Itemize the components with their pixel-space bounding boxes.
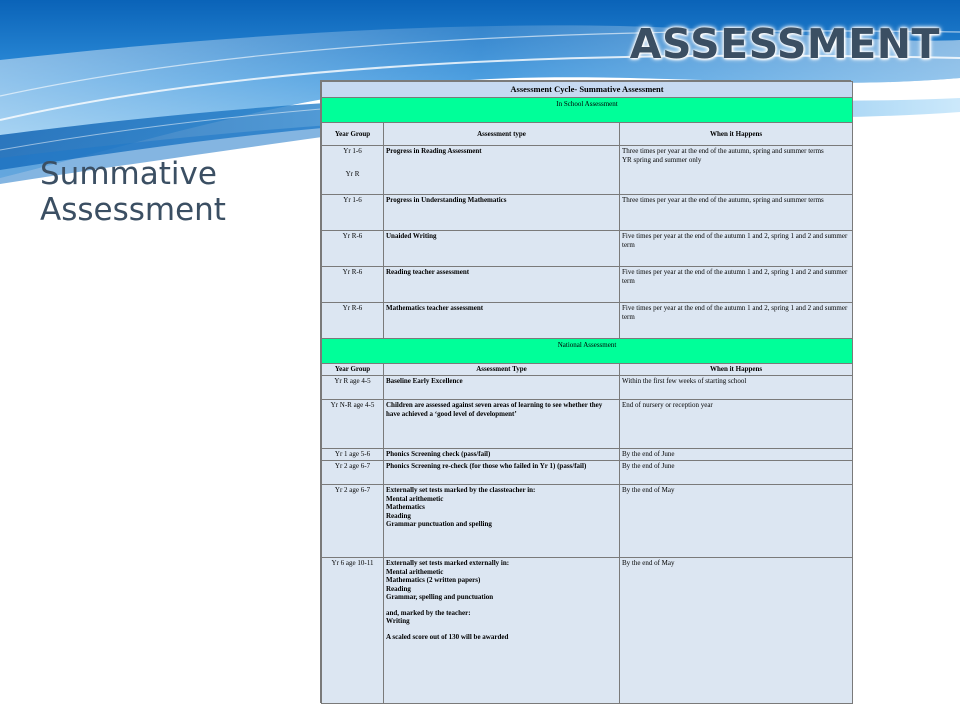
table-title-row xyxy=(322,82,853,98)
slide-subtitle: Summative Assessment xyxy=(40,156,226,228)
year-group-cell: Yr 6 age 10-11 xyxy=(322,558,384,704)
assessment-type-cell: Progress in Understanding Mathematics xyxy=(384,195,620,231)
table-row xyxy=(322,195,853,231)
type-note: A scaled score out of 130 will be awarded xyxy=(386,632,509,641)
when-text: Three times per year at the end of the autumn, spring and summer terms xyxy=(622,147,824,155)
assessment-type-cell: Unaided Writing xyxy=(384,231,620,267)
when-cell: Within the first few weeks of starting school xyxy=(620,376,853,400)
year-group-cell xyxy=(322,146,384,195)
year-group-cell: Yr R-6 xyxy=(322,231,384,267)
type-line: Writing xyxy=(386,617,410,626)
national-heading: National Assessment xyxy=(322,339,853,364)
type-line: Reading xyxy=(386,511,411,520)
when-cell: Five times per year at the end of the autumn 1 and 2, spring 1 and 2 and summer term xyxy=(620,231,853,267)
when-cell xyxy=(620,146,853,195)
year-group-cell: Yr R age 4-5 xyxy=(322,376,384,400)
when-cell: By the end of June xyxy=(620,461,853,485)
column-header-year-group: Year Group xyxy=(322,364,384,376)
table-row xyxy=(322,558,853,704)
in-school-header-row xyxy=(322,123,853,146)
assessment-type-cell: Phonics Screening re-check (for those who failed in Yr 1) (pass/fail) xyxy=(384,461,620,485)
table-row xyxy=(322,461,853,485)
assessment-type-cell: Mathematics teacher assessment xyxy=(384,303,620,339)
year-group-cell: Yr R-6 xyxy=(322,267,384,303)
year-group-text: Yr 1-6 xyxy=(343,147,362,155)
table-row xyxy=(322,231,853,267)
assessment-type-cell: Reading teacher assessment xyxy=(384,267,620,303)
assessment-type-cell: Phonics Screening check (pass/fail) xyxy=(384,449,620,461)
when-cell: By the end of June xyxy=(620,449,853,461)
type-line: Reading xyxy=(386,584,411,593)
type-line: Externally set tests marked by the classteacher in: xyxy=(386,486,536,494)
assessment-type-cell: Progress in Reading Assessment xyxy=(384,146,620,195)
when-cell: By the end of May xyxy=(620,485,853,558)
table-row xyxy=(322,400,853,449)
when-cell: Five times per year at the end of the autumn 1 and 2, spring 1 and 2 and summer term xyxy=(620,303,853,339)
year-group-cell: Yr 1-6 xyxy=(322,195,384,231)
year-group-cell: Yr 2 age 6-7 xyxy=(322,461,384,485)
in-school-section-row xyxy=(322,98,853,123)
table-row xyxy=(322,376,853,400)
slide-title: ASSESSMENT xyxy=(629,20,940,68)
type-line: Mental arithemetic xyxy=(386,494,444,503)
table-row xyxy=(322,485,853,558)
in-school-heading: In School Assessment xyxy=(322,98,853,123)
table-title: Assessment Cycle- Summative Assessment xyxy=(322,82,853,98)
table-row xyxy=(322,303,853,339)
year-group-extra-text: Yr R xyxy=(345,169,360,178)
type-line: Mathematics (2 written papers) xyxy=(386,576,481,585)
table-row xyxy=(322,146,853,195)
year-group-cell: Yr R-6 xyxy=(322,303,384,339)
national-header-row xyxy=(322,364,853,376)
when-extra-text: YR spring and summer only xyxy=(622,155,702,164)
column-header-year-group: Year Group xyxy=(322,123,384,146)
year-group-cell: Yr N-R age 4-5 xyxy=(322,400,384,449)
table-row xyxy=(322,449,853,461)
table-row xyxy=(322,267,853,303)
type-line: and, marked by the teacher: xyxy=(386,608,471,617)
type-line: Grammar, spelling and punctuation xyxy=(386,593,494,602)
national-section-row xyxy=(322,339,853,364)
when-cell: Five times per year at the end of the autumn 1 and 2, spring 1 and 2 and summer term xyxy=(620,267,853,303)
when-cell: Three times per year at the end of the autumn, spring and summer terms xyxy=(620,195,853,231)
type-line: Mathematics xyxy=(386,503,425,512)
when-cell: End of nursery or reception year xyxy=(620,400,853,449)
column-header-assessment-type: Assessment type xyxy=(384,123,620,146)
type-line: Grammar punctuation and spelling xyxy=(386,520,492,529)
assessment-type-cell xyxy=(384,558,620,704)
assessment-table xyxy=(320,80,851,703)
year-group-cell: Yr 2 age 6-7 xyxy=(322,485,384,558)
assessment-type-cell xyxy=(384,485,620,558)
column-header-when: When it Happens xyxy=(620,364,853,376)
column-header-assessment-type: Assessment Type xyxy=(384,364,620,376)
type-line: Externally set tests marked externally in: xyxy=(386,559,510,567)
assessment-type-cell: Children are assessed against seven areas of learning to see whether they have achieved a ‘good level of development’ xyxy=(384,400,620,449)
column-header-when: When it Happens xyxy=(620,123,853,146)
assessment-type-cell: Baseline Early Excellence xyxy=(384,376,620,400)
type-line: Mental arithemetic xyxy=(386,567,444,576)
year-group-cell: Yr 1 age 5-6 xyxy=(322,449,384,461)
when-cell: By the end of May xyxy=(620,558,853,704)
